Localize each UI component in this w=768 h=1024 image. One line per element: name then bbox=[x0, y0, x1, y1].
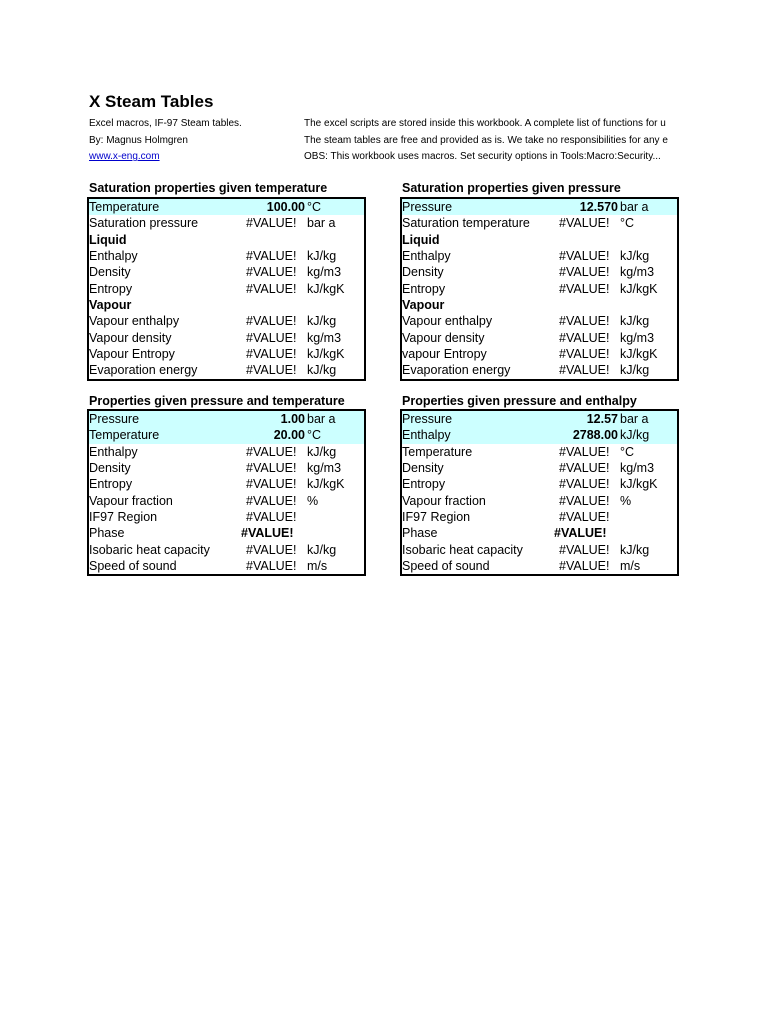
row-label: Vapour bbox=[89, 298, 132, 313]
row-value: #VALUE! bbox=[559, 559, 610, 574]
table-row bbox=[402, 476, 677, 492]
pressure-input-value[interactable]: 12.57 bbox=[586, 412, 618, 426]
row-value: #VALUE! bbox=[559, 493, 610, 508]
row-value: #VALUE! bbox=[246, 477, 297, 492]
note-macros: OBS: This workbook uses macros. Set security options in Tools:Macro:Security... bbox=[304, 151, 661, 162]
website-link[interactable]: www.x-eng.com bbox=[89, 151, 160, 162]
table-row bbox=[89, 346, 364, 362]
row-label: Temperature bbox=[402, 444, 473, 459]
row-value: #VALUE! bbox=[559, 314, 610, 329]
row-value: #VALUE! bbox=[559, 330, 610, 345]
row-value: #VALUE! bbox=[559, 363, 610, 378]
input-row-pressure[interactable] bbox=[402, 199, 677, 215]
table-row bbox=[89, 362, 364, 378]
row-label: Density bbox=[402, 265, 444, 280]
table-row bbox=[89, 542, 364, 558]
section-title-sat-press: Saturation properties given pressure bbox=[402, 181, 621, 195]
row-label: Liquid bbox=[89, 232, 127, 247]
row-label: Vapour fraction bbox=[89, 493, 173, 508]
row-unit: m/s bbox=[307, 559, 328, 574]
row-value: #VALUE! bbox=[559, 444, 610, 459]
row-label: IF97 Region bbox=[402, 510, 471, 525]
row-unit: % bbox=[307, 493, 319, 508]
row-unit: % bbox=[620, 493, 632, 508]
row-unit: kJ/kgK bbox=[307, 281, 345, 296]
section-title-sat-temp: Saturation properties given temperature bbox=[89, 181, 328, 195]
row-value: #VALUE! bbox=[246, 444, 297, 459]
table-row bbox=[89, 444, 364, 460]
pressure-input-value[interactable]: 1.00 bbox=[280, 412, 305, 426]
row-value: #VALUE! bbox=[246, 461, 297, 476]
row-label: Speed of sound bbox=[402, 559, 490, 574]
input-row-temperature[interactable] bbox=[89, 427, 364, 443]
table-row bbox=[402, 444, 677, 460]
table-row bbox=[89, 509, 364, 525]
table-row bbox=[402, 313, 677, 329]
row-label: Enthalpy bbox=[89, 249, 138, 264]
row-value: #VALUE! bbox=[559, 461, 610, 476]
row-unit: kJ/kg bbox=[307, 314, 337, 329]
row-label: Entropy bbox=[89, 477, 133, 492]
row-unit: °C bbox=[307, 200, 322, 214]
table-row bbox=[89, 215, 364, 231]
row-label: Vapour fraction bbox=[402, 493, 486, 508]
row-value: #VALUE! bbox=[246, 265, 297, 280]
row-unit: kJ/kgK bbox=[620, 347, 658, 362]
row-value: #VALUE! bbox=[559, 542, 610, 557]
row-label: Saturation pressure bbox=[89, 216, 199, 231]
row-label: Evaporation energy bbox=[402, 363, 511, 378]
row-unit: kJ/kgK bbox=[620, 477, 658, 492]
row-unit: °C bbox=[620, 216, 635, 231]
row-unit: kJ/kg bbox=[620, 249, 650, 264]
table-row bbox=[89, 460, 364, 476]
input-row-enthalpy[interactable] bbox=[402, 427, 677, 443]
row-unit: bar a bbox=[307, 412, 336, 426]
table-row bbox=[89, 476, 364, 492]
row-unit: kJ/kg bbox=[307, 444, 337, 459]
row-value: #VALUE! bbox=[559, 510, 610, 525]
row-unit: °C bbox=[620, 444, 635, 459]
table-row bbox=[89, 248, 364, 264]
row-unit: kg/m3 bbox=[620, 461, 655, 476]
row-label: Evaporation energy bbox=[89, 363, 198, 378]
row-value: #VALUE! bbox=[559, 265, 610, 280]
phase-value: #VALUE! bbox=[241, 526, 294, 541]
row-unit: kJ/kgK bbox=[307, 347, 345, 362]
row-label: Enthalpy bbox=[402, 428, 451, 443]
row-label: Vapour density bbox=[402, 330, 485, 345]
row-value: #VALUE! bbox=[559, 281, 610, 296]
row-label: Vapour enthalpy bbox=[402, 314, 493, 329]
section-title-ph: Properties given pressure and enthalpy bbox=[402, 394, 637, 408]
row-label: Pressure bbox=[89, 412, 140, 426]
input-row-pressure[interactable] bbox=[402, 411, 677, 427]
row-label: Density bbox=[89, 265, 131, 280]
row-label: IF97 Region bbox=[89, 510, 158, 525]
row-unit: bar a bbox=[620, 200, 649, 214]
enthalpy-input-value[interactable]: 2788.00 bbox=[572, 428, 618, 443]
row-label: Pressure bbox=[402, 412, 453, 426]
table-row bbox=[89, 330, 364, 346]
table-row bbox=[402, 558, 677, 574]
row-label: Entropy bbox=[89, 281, 133, 296]
table-row bbox=[89, 313, 364, 329]
row-label: Isobaric heat capacity bbox=[402, 542, 523, 557]
table-row bbox=[402, 330, 677, 346]
row-label: Liquid bbox=[402, 232, 440, 247]
row-unit: kJ/kg bbox=[307, 542, 337, 557]
row-value: #VALUE! bbox=[246, 314, 297, 329]
note-scripts: The excel scripts are stored inside this workbook. A complete list of functions for u bbox=[304, 118, 666, 129]
table-row bbox=[402, 362, 677, 378]
input-row-pressure[interactable] bbox=[89, 411, 364, 427]
ph-table bbox=[400, 409, 679, 576]
workbook-title: X Steam Tables bbox=[89, 92, 214, 111]
table-row bbox=[89, 281, 364, 297]
row-value: #VALUE! bbox=[559, 249, 610, 264]
group-header-vapour bbox=[402, 297, 677, 313]
row-value: #VALUE! bbox=[246, 542, 297, 557]
row-label: Temperature bbox=[89, 200, 160, 214]
table-row bbox=[402, 215, 677, 231]
row-unit: kJ/kg bbox=[620, 428, 650, 443]
table-row bbox=[402, 509, 677, 525]
group-header-liquid bbox=[89, 232, 364, 248]
input-row-temperature[interactable] bbox=[89, 199, 364, 215]
row-value: #VALUE! bbox=[246, 330, 297, 345]
row-value: #VALUE! bbox=[246, 493, 297, 508]
table-row bbox=[402, 493, 677, 509]
row-unit: kg/m3 bbox=[620, 330, 655, 345]
phase-value: #VALUE! bbox=[554, 526, 607, 541]
row-label: Entropy bbox=[402, 281, 446, 296]
table-row bbox=[89, 493, 364, 509]
row-value: #VALUE! bbox=[246, 281, 297, 296]
row-unit: kg/m3 bbox=[307, 265, 342, 280]
table-row bbox=[402, 460, 677, 476]
row-unit: m/s bbox=[620, 559, 641, 574]
table-row bbox=[89, 264, 364, 280]
row-label: Temperature bbox=[89, 428, 160, 443]
row-unit: kg/m3 bbox=[307, 461, 342, 476]
table-row bbox=[402, 248, 677, 264]
row-label: Vapour Entropy bbox=[89, 347, 175, 362]
table-row bbox=[402, 525, 677, 541]
pt-table bbox=[87, 409, 366, 576]
row-unit: kg/m3 bbox=[307, 330, 342, 345]
temperature-input-value[interactable]: 20.00 bbox=[273, 428, 305, 443]
row-unit: kg/m3 bbox=[620, 265, 655, 280]
row-label: Saturation temperature bbox=[402, 216, 530, 231]
table-row bbox=[402, 281, 677, 297]
table-row bbox=[402, 264, 677, 280]
row-value: #VALUE! bbox=[246, 249, 297, 264]
row-label: Pressure bbox=[402, 200, 453, 214]
row-label: Vapour density bbox=[89, 330, 172, 345]
row-unit: °C bbox=[307, 428, 322, 443]
row-label: Phase bbox=[89, 526, 125, 541]
table-row bbox=[402, 542, 677, 558]
table-row bbox=[89, 525, 364, 541]
row-label: vapour Entropy bbox=[402, 347, 487, 362]
row-value: #VALUE! bbox=[559, 216, 610, 231]
row-value: #VALUE! bbox=[246, 216, 297, 231]
row-label: Phase bbox=[402, 526, 438, 541]
row-value: #VALUE! bbox=[246, 347, 297, 362]
temperature-input-value[interactable]: 100.00 bbox=[266, 200, 305, 214]
row-unit: kJ/kg bbox=[620, 314, 650, 329]
note-disclaimer: The steam tables are free and provided as is. We take no responsibilities for any e bbox=[304, 135, 668, 146]
row-unit: kJ/kg bbox=[620, 542, 650, 557]
row-label: Speed of sound bbox=[89, 559, 177, 574]
group-header-vapour bbox=[89, 297, 364, 313]
row-label: Isobaric heat capacity bbox=[89, 542, 210, 557]
row-unit: kJ/kgK bbox=[307, 477, 345, 492]
row-unit: kJ/kg bbox=[620, 363, 650, 378]
row-value: #VALUE! bbox=[559, 347, 610, 362]
row-unit: kJ/kg bbox=[307, 363, 337, 378]
row-value: #VALUE! bbox=[246, 510, 297, 525]
section-title-pt: Properties given pressure and temperature bbox=[89, 394, 345, 408]
group-header-liquid bbox=[402, 232, 677, 248]
row-label: Entropy bbox=[402, 477, 446, 492]
row-value: #VALUE! bbox=[559, 477, 610, 492]
pressure-input-value[interactable]: 12.570 bbox=[579, 200, 618, 214]
table-row bbox=[89, 558, 364, 574]
row-unit: bar a bbox=[307, 216, 336, 231]
row-label: Vapour enthalpy bbox=[89, 314, 180, 329]
row-unit: bar a bbox=[620, 412, 649, 426]
row-unit: kJ/kg bbox=[307, 249, 337, 264]
table-row bbox=[402, 346, 677, 362]
subtitle-line: Excel macros, IF-97 Steam tables. bbox=[89, 118, 242, 129]
sat-press-table bbox=[400, 197, 679, 381]
row-value: #VALUE! bbox=[246, 559, 297, 574]
row-label: Density bbox=[402, 461, 444, 476]
row-label: Enthalpy bbox=[89, 444, 138, 459]
row-label: Vapour bbox=[402, 298, 445, 313]
author-line: By: Magnus Holmgren bbox=[89, 135, 188, 146]
row-value: #VALUE! bbox=[246, 363, 297, 378]
row-label: Density bbox=[89, 461, 131, 476]
row-unit: kJ/kgK bbox=[620, 281, 658, 296]
row-label: Enthalpy bbox=[402, 249, 451, 264]
sat-temp-table bbox=[87, 197, 366, 381]
